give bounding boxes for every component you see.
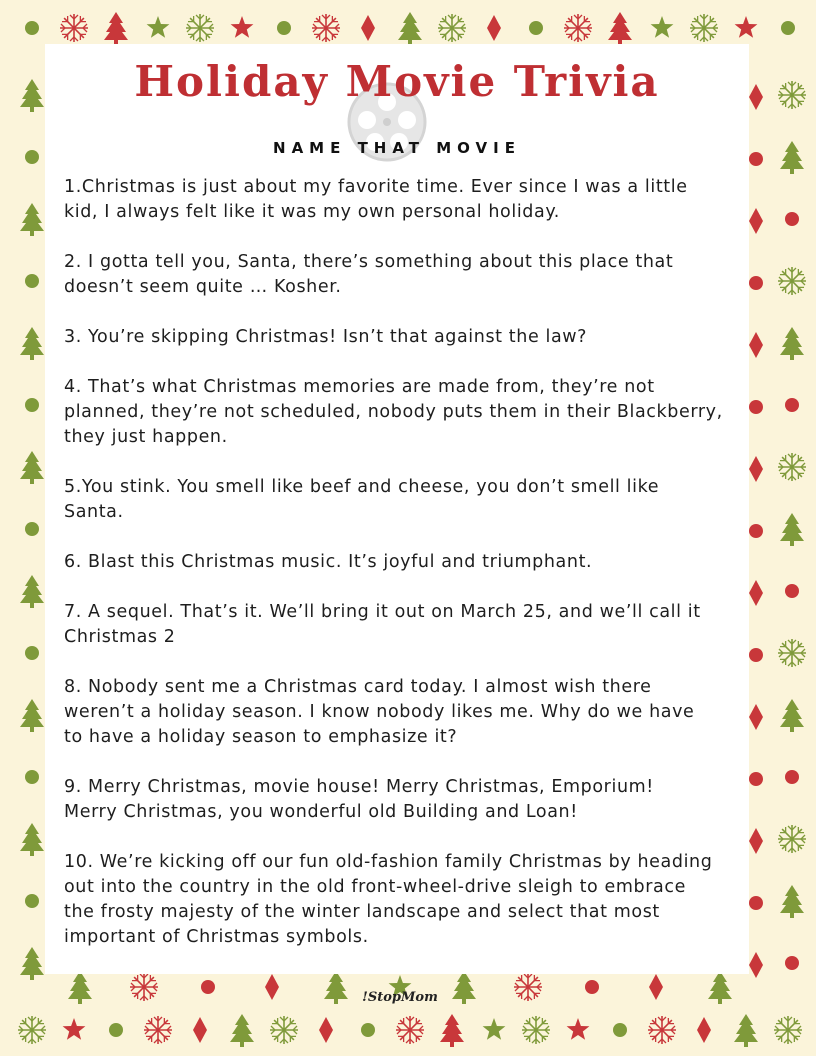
snowflake-icon — [60, 14, 88, 42]
tree-icon — [608, 12, 632, 45]
tree-icon — [68, 971, 92, 1004]
snowflake-icon — [438, 14, 466, 42]
question-3: 3. You’re skipping Christmas! Isn’t that against the law? — [64, 327, 588, 347]
snowflake-icon — [648, 1016, 676, 1044]
snowflake-icon — [18, 1016, 46, 1044]
dot-icon — [109, 1023, 123, 1037]
brand-logo: !StopMom — [362, 990, 438, 1005]
tree-icon — [398, 12, 422, 45]
star-icon — [651, 16, 674, 38]
tree-icon — [230, 1014, 254, 1047]
snowflake-icon — [778, 825, 806, 853]
diamond-icon — [649, 974, 663, 1000]
snowflake-icon — [396, 1016, 424, 1044]
snowflake-icon — [312, 14, 340, 42]
question-list — [64, 175, 776, 975]
tree-icon — [780, 699, 804, 732]
dot-icon — [25, 150, 39, 164]
diamond-icon — [265, 974, 279, 1000]
question-2: 2. I gotta tell you, Santa, there’s something about this place that doesn’t seem quite … Kosher. — [64, 252, 674, 297]
star-icon — [567, 1018, 590, 1040]
question-6: 6. Blast this Christmas music. It’s joyful and triumphant. — [64, 552, 593, 572]
tree-icon — [20, 451, 44, 484]
snowflake-icon — [778, 453, 806, 481]
dot-icon — [613, 1023, 627, 1037]
dot-icon — [25, 894, 39, 908]
diamond-icon — [193, 1017, 207, 1043]
page-title: Holiday Movie Trivia — [134, 57, 660, 106]
question-9: 9. Merry Christmas, movie house! Merry Christmas, Emporium! Merry Christmas, you wonderful old Building and Loan! — [64, 777, 654, 822]
tree-icon — [20, 947, 44, 980]
page-subtitle: NAME THAT MOVIE — [273, 139, 521, 157]
snowflake-icon — [186, 14, 214, 42]
tree-icon — [20, 203, 44, 236]
snowflake-icon — [690, 14, 718, 42]
question-10: 10. We’re kicking off our fun old-fashion family Christmas by heading out into the country in the old front-wheel-drive sleigh to embrace the frosty majesty of the winter landscape and select that most important of Christmas symbols. — [64, 852, 713, 947]
dot-icon — [785, 956, 799, 970]
diamond-icon — [487, 15, 501, 41]
tree-icon — [20, 79, 44, 112]
snowflake-icon — [778, 639, 806, 667]
dot-icon — [201, 980, 215, 994]
tree-icon — [780, 327, 804, 360]
diamond-icon — [319, 1017, 333, 1043]
snowflake-icon — [778, 81, 806, 109]
dot-icon — [361, 1023, 375, 1037]
dot-icon — [277, 21, 291, 35]
star-icon — [231, 16, 254, 38]
dot-icon — [25, 522, 39, 536]
diamond-icon — [697, 1017, 711, 1043]
question-5: 5.You stink. You smell like beef and cheese, you don’t smell like Santa. — [64, 477, 660, 522]
snowflake-icon — [144, 1016, 172, 1044]
tree-icon — [780, 885, 804, 918]
tree-icon — [20, 575, 44, 608]
star-icon — [147, 16, 170, 38]
star-icon — [483, 1018, 506, 1040]
tree-icon — [20, 699, 44, 732]
tree-icon — [708, 971, 732, 1004]
dot-icon — [585, 980, 599, 994]
diamond-icon — [749, 84, 763, 110]
question-1: 1.Christmas is just about my favorite time. Ever since I was a little kid, I always felt like it was my own personal holiday. — [64, 177, 688, 222]
question-7: 7. A sequel. That’s it. We’ll bring it out on March 25, and we’ll call it Christmas 2 — [64, 602, 701, 647]
star-icon — [63, 1018, 86, 1040]
tree-icon — [780, 141, 804, 174]
dot-icon — [781, 21, 795, 35]
tree-icon — [104, 12, 128, 45]
question-4: 4. That’s what Christmas memories are made from, they’re not planned, they’re not scheduled, nobody puts them in their Blackberry, they just happen. — [64, 377, 723, 447]
snowflake-icon — [778, 267, 806, 295]
snowflake-icon — [270, 1016, 298, 1044]
snowflake-icon — [564, 14, 592, 42]
dot-icon — [25, 646, 39, 660]
question-8: 8. Nobody sent me a Christmas card today. I almost wish there weren’t a holiday season. I know nobody likes me. Why do we have to have a holiday season to emphasize it? — [64, 677, 695, 747]
tree-icon — [440, 1014, 464, 1047]
dot-icon — [25, 21, 39, 35]
dot-icon — [785, 212, 799, 226]
tree-icon — [20, 823, 44, 856]
snowflake-icon — [522, 1016, 550, 1044]
tree-icon — [20, 327, 44, 360]
dot-icon — [25, 274, 39, 288]
dot-icon — [785, 770, 799, 784]
diamond-icon — [361, 15, 375, 41]
snowflake-icon — [130, 973, 158, 1001]
snowflake-icon — [514, 973, 542, 1001]
star-icon — [735, 16, 758, 38]
tree-icon — [734, 1014, 758, 1047]
dot-icon — [749, 152, 763, 166]
dot-icon — [529, 21, 543, 35]
dot-icon — [785, 398, 799, 412]
snowflake-icon — [774, 1016, 802, 1044]
tree-icon — [780, 513, 804, 546]
dot-icon — [785, 584, 799, 598]
dot-icon — [25, 770, 39, 784]
dot-icon — [25, 398, 39, 412]
